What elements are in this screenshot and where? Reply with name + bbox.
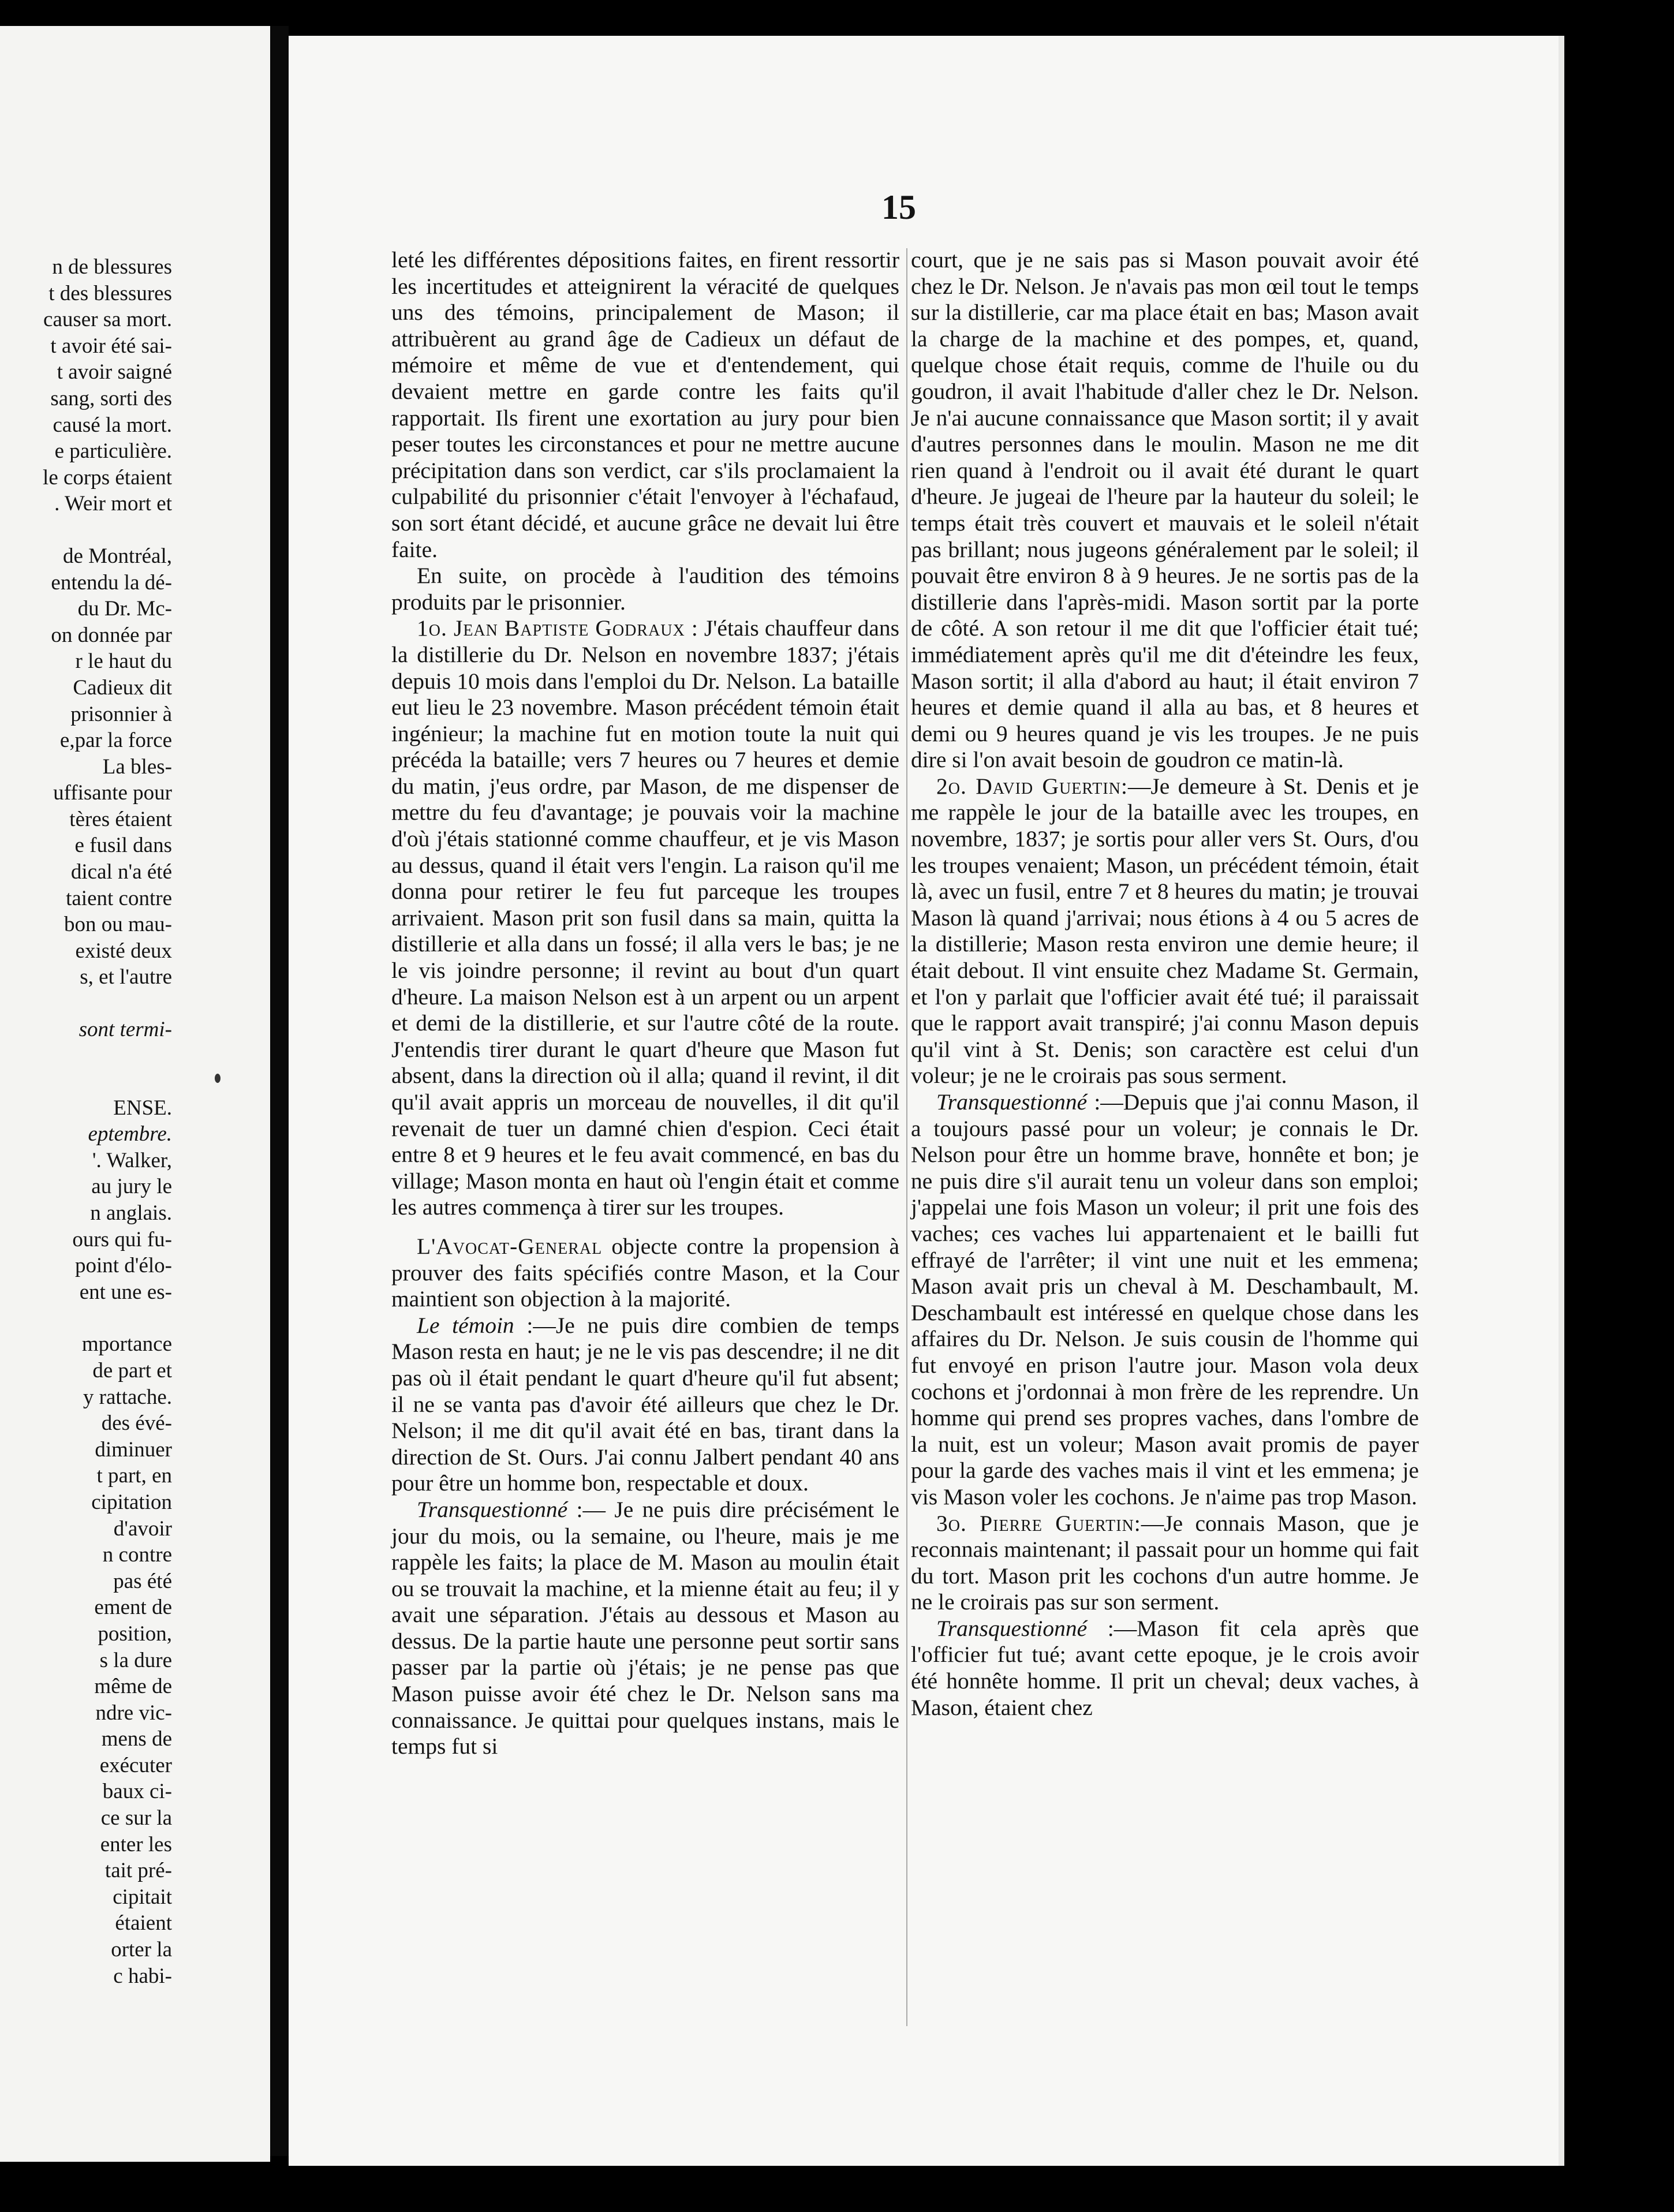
paragraph <box>911 1616 1419 1721</box>
fragment-line: même de <box>94 1675 172 1699</box>
paragraph <box>911 1089 1419 1511</box>
fragment-line: . Weir mort et <box>54 492 172 516</box>
fragment-line: r le haut du <box>75 649 172 674</box>
fragment-line: taient contre <box>66 886 172 910</box>
text-column-left <box>391 247 899 1760</box>
fragment-line: c habi- <box>113 1964 172 1988</box>
fragment-line: ENSE. <box>113 1096 172 1120</box>
fragment-line: de part et <box>92 1358 172 1383</box>
fragment-line: prisonnier à <box>70 702 172 726</box>
speaker-label: Transquestionné <box>417 1496 568 1522</box>
paragraph: leté les différentes dépositions faites, en firent ressortir les incertitudes et atteignirent la véracité de quelques uns des témoins, principalement de Mason; il attribuèrent au grand âge de Cadieux un défaut de mémoire et même de vue et d'entendement, qui devaient mettre en garde contre les faits qu'il rapportait. Ils firent une exortation au jury pour bien peser toutes les circonstances et pour ne mettre aucune précipitation dans son verdict, car s'ils proclamaient la culpabilité du prisonnier c'était l'envoyer à l'échafaud, son sort étant décidé, et aucune grâce ne devait lui être faite. <box>391 247 899 562</box>
speaker-label: L'Avocat-General <box>417 1233 603 1259</box>
fragment-line: baux ci- <box>102 1780 172 1804</box>
fragment-line: des évé- <box>101 1411 172 1436</box>
fragment-line: le corps étaient <box>43 465 172 490</box>
fragment-line: mens de <box>101 1727 172 1751</box>
fragment-line: ent une es- <box>79 1280 172 1304</box>
fragment-line: ement de <box>94 1596 172 1620</box>
fragment-line: pas été <box>113 1569 172 1593</box>
fragment-line: position, <box>98 1621 172 1646</box>
fragment-line: cipitait <box>113 1885 172 1909</box>
fragment-line: diminuer <box>95 1437 172 1462</box>
fragment-line: entendu la dé- <box>51 570 172 595</box>
paragraph <box>911 1511 1419 1616</box>
paragraph <box>391 615 899 1221</box>
fragment-line: existé deux <box>75 939 172 963</box>
testimony-text: :—Depuis que j'ai connu Mason, il a toujours passé pour un voleur; je connais le Dr. Nelson pour être un homme brave, honnête et bon; je ne puis dire s'il aurait tenu un voleur dans son emploi; j'appelai une fois Mason un voleur; il prit une fois des vaches; ces vaches lui appartenaient et le bailli fut effrayé de l'arrêter; il vint une nuit et les emmena; Mason avait pris un cheval à M. Deschambault, M. Deschambault est intéressé en quelque chose dans les affaires du Dr. Nelson. Je suis cousin de l'homme qui fut envoyé en prison l'autre jour. Mason vola deux cochons et j'ordonnai à mon frère de les reprendre. Un homme qui prend ses propres vaches, dans l'ombre de la nuit, est un voleur; Mason avait promis de payer pour la garde des vaches mais il vint et les emmena; je vis Mason voler les cochons. Je n'aime pas trop Mason. <box>911 1089 1419 1509</box>
paragraph <box>911 774 1419 1089</box>
fragment-line <box>0 1305 172 1331</box>
fragment-line: Cadieux dit <box>73 675 172 700</box>
fragment-line: eptembre. <box>88 1122 172 1146</box>
witness-name: 2o. David Guertin: <box>936 773 1128 799</box>
page-edge <box>1559 36 1564 2166</box>
testimony-text: J'étais chauffeur dans la distillerie du Dr. Nelson en novembre 1837; j'étais depuis 10 mois dans l'emploi du Dr. Nelson. La bataille eut lieu le 23 novembre. Mason précédent témoin était ingénieur; la machine fut en motion toute la nuit qui précéda la bataille; vers 7 heures ou 7 heures et demie du matin, j'eus ordre, par Mason, de me dispenser de mettre du feu d'avantage; je pouvais voir la machine d'où j'étais stationné comme chauffeur, et je vis Mason au dessus, quand il était vers l'engin. La raison qu'il me donna pour retirer le feu fut parceque les troupes arrivaient. Mason prit son fusil dans sa main, quitta la distillerie et alla dans un fossé; il alla vers le bas; je ne le vis joindre personne; il revint au bout d'un quart d'heure. La maison Nelson est à un arpent ou un arpent et demi de la distillerie, et sur l'autre côté de la route. J'entendis tirer durant le quart d'heure que Mason fut absent, dans la direction où il alla; quand il revint, il dit qu'il avait appris un morceau de nouvelles, il dit qu'il revenait de tuer un damné chien d'espion. Ceci était entre 8 et 9 heures et le feu avait commencé, en bas du village; Mason monta en haut où l'engin était et comme les autres commença à tirer sur les troupes. <box>391 615 899 1220</box>
testimony-text: :— Je ne puis dire précisément le jour du mois, ou la semaine, ou l'heure, mais je me rappèle les faits; la place de M. Mason au moulin était ou se trouvait la machine, et la mienne était au feu; il y avait une séparation. J'étais au dessous et Mason au dessus. De la partie haute une personne peut sortir sans passer par la partie où j'étais; je ne pense pas que Mason puisse avoir été chez le Dr. Nelson sans ma connaissance. Je quittai pour quelques instans, mais le temps fut si <box>391 1496 899 1759</box>
fragment-line <box>0 1043 172 1069</box>
fragment-line: tères étaient <box>69 807 172 831</box>
fragment-line: s, et l'autre <box>80 965 172 989</box>
fragment-line: t avoir saigné <box>57 360 172 384</box>
fragment-line: orter la <box>111 1938 172 1962</box>
witness-name: 1o. Jean Baptiste Godraux : <box>417 615 698 641</box>
fragment-line: t des blessures <box>48 281 172 305</box>
fragment-line: sang, sorti des <box>50 386 172 410</box>
fragment-line: '. Walker, <box>92 1148 172 1172</box>
paragraph <box>391 1234 899 1313</box>
speaker-label: Transquestionné <box>936 1615 1088 1641</box>
fragment-line: ndre vic- <box>95 1701 172 1725</box>
paragraph: court, que je ne sais pas si Mason pouvait avoir été chez le Dr. Nelson. Je n'avais pas mon œil tout le temps sur la distillerie, car ma place était en bas; Mason avait la charge de la machine et des pompes, et, quand, quelque chose était requis, comme de l'huile ou du goudron, il avait l'habitude d'aller chez le Dr. Nelson. Je n'ai aucune connaissance que Mason sortit; il y avait d'autres personnes dans le moulin. Mason ne me dit rien quand à l'endroit ou il avait été durant le quart d'heure. Je jugeai de l'heure par la hauteur du soleil; le temps était très couvert et mauvais et le soleil n'était pas brillant; nous jugeons généralement par le soleil; il pouvait être environ 8 à 9 heures. Je ne sortis pas de la distillerie dans l'après-midi. Mason sortit par la porte de côté. A son retour il me dit que l'officier était tué; immédiatement après qu'il me dit d'éteindre les feux, Mason sortit; il alla d'abord au haut; il était environ 7 heures et demie quand il alla au bas, et 8 heures et demi ou 9 heures quand je vis les troupes. Je ne puis dire si l'on avait besoin de goudron ce matin-là. <box>911 247 1419 773</box>
paragraph: En suite, on procède à l'audition des témoins produits par le prisonnier. <box>391 563 899 615</box>
fragment-line: tait pré- <box>104 1859 172 1883</box>
facing-page <box>0 26 270 2162</box>
fragment-line: n de blessures <box>52 255 172 279</box>
speaker-label: Le témoin <box>417 1312 514 1338</box>
fragment-line: t avoir été sai- <box>50 334 172 358</box>
fragment-line: point d'élo- <box>75 1254 172 1278</box>
fragment-line <box>0 991 172 1017</box>
column-divider <box>906 248 907 2026</box>
fragment-line: causé la mort. <box>53 413 172 437</box>
fragment-line: t part, en <box>96 1464 172 1488</box>
fragment-line: sont termi- <box>79 1018 172 1042</box>
fragment-line: enter les <box>100 1832 172 1856</box>
fragment-line: au jury le <box>91 1175 172 1199</box>
fragment-line: du Dr. Mc- <box>77 597 172 621</box>
fragment-line: dical n'a été <box>70 860 172 884</box>
witness-name: 3o. Pierre Guertin: <box>936 1510 1141 1536</box>
testimony-text: —Je connais Mason, que je reconnais maintenant; il passait pour un homme qui fait du tort. Mason prit les cochons d'un autre homme. Je ne le croirais pas sur son serment. <box>911 1510 1419 1615</box>
fragment-line: ce sur la <box>100 1806 172 1830</box>
fragment-line: d'avoir <box>113 1516 172 1541</box>
testimony-text: —Je demeure à St. Denis et je me rappèle le jour de la bataille avec les troupes, en novembre, 1837; je sortis pour aller vers St. Ours, d'ou les troupes venaient; Mason, un précédent témoin, était là, avec un fusil, entre 7 et 8 heures du matin; je trouvai Mason là quand j'arrivai; nous étions à 4 ou 5 acres de la distillerie; Mason resta environ une demie heure; il était debout. Il vint ensuite chez Madame St. Germain, et l'on y parlait que l'officier avait été tué; il paraissait que le rapport avait transpiré; j'ai connu Mason depuis qu'il vint à St. Denis; son caractère est celui d'un voleur; je ne le croirais pas sous serment. <box>911 773 1419 1089</box>
fragment-line: e particulière. <box>54 439 172 464</box>
text-column-right <box>911 247 1419 1721</box>
fragment-line: étaient <box>115 1911 172 1936</box>
fragment-line: exécuter <box>99 1753 172 1777</box>
fragment-line <box>0 517 172 543</box>
fragment-line: s la dure <box>99 1648 172 1672</box>
fragment-line: mportance <box>81 1332 172 1357</box>
book-gutter <box>270 26 289 2156</box>
testimony-text: :—Je ne puis dire combien de temps Mason resta en haut; je ne le vis pas descendre; il ne dit pas où il était pendant le quart d'heure qu'il fut absent; il ne se vanta pas d'avoir été ailleurs que chez le Dr. Nelson; il me dit qu'il avait été en bas, tirant dans la direction de St. Ours. J'ai connu Jalbert pendant 40 ans pour être un homme bon, respectable et doux. <box>391 1312 899 1496</box>
paragraph <box>391 1497 899 1760</box>
fragment-line: on donnée par <box>51 623 172 647</box>
fragment-line <box>0 1069 172 1095</box>
paragraph <box>391 1313 899 1497</box>
fragment-line: n anglais. <box>90 1201 172 1225</box>
fragment-line: n contre <box>102 1543 172 1567</box>
fragment-line: y rattache. <box>83 1385 172 1409</box>
fragment-line: e,par la force <box>59 728 172 753</box>
fragment-line: de Montréal, <box>62 544 172 568</box>
ink-spot <box>215 1074 221 1083</box>
fragment-line: La bles- <box>102 754 172 779</box>
facing-page-text-fragment <box>0 254 172 1989</box>
paragraph-text: objecte contre la propension à prouver des faits spécifiés contre Mason, et la Cour maintient son objection à la majorité. <box>391 1233 899 1312</box>
page-number: 15 <box>881 188 916 226</box>
fragment-line: ours qui fu- <box>72 1227 172 1251</box>
fragment-line: uffisante pour <box>53 781 172 805</box>
speaker-label: Transquestionné <box>936 1089 1088 1115</box>
fragment-line: e fusil dans <box>74 834 172 858</box>
fragment-line: cipitation <box>91 1490 172 1514</box>
fragment-line: causer sa mort. <box>43 308 172 332</box>
testimony-text: :—Mason fit cela après que l'officier fut tué; avant cette epoque, je le crois avoir été honnête homme. Il prit un cheval; deux vaches, à Mason, étaient chez <box>911 1615 1419 1720</box>
fragment-line: bon ou mau- <box>63 913 172 937</box>
